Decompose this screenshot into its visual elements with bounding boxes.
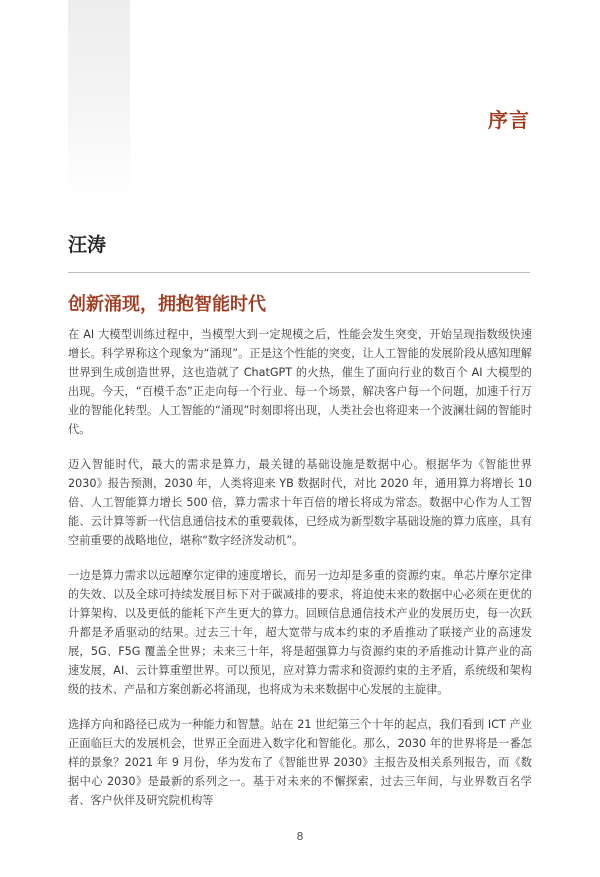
paragraph: 选择方向和路径已成为一种能力和智慧。站在 21 世纪第三个十年的起点，我们看到 ICT 产业正面临巨大的发展机会，世界正全面进入数字化和智能化。那么，2030 年的世界将是一番怎样的景象？2021 年 9 月份，华为发布了《智能世界 2030》主报告及相关系列报告，而《数据中心 2030》是最新的系列之一。基于对未来的不懈探索，过去三年间，与业界数百名学者、客户伙伴及研究院机构等 bbox=[68, 718, 532, 807]
paragraph: 在 AI 大模型训练过程中，当模型大到一定规模之后，性能会发生突变，开始呈现指数级快速增长。科学界称这个现象为“涌现”。正是这个性能的突变，让人工智能的发展阶段从感知理解世界到生成创造世界，这也造就了 ChatGPT 的火热，催生了面向行业的数百个 AI 大模型的出现。今天，“百模千态”正走向每一个行业、每一个场景，解决客户每一个问题，加速千行万业的智能化转型。人工智能的“涌现”时刻即将出现，人类社会也将迎来一个波澜壮阔的智能时代。 bbox=[68, 328, 532, 436]
preface-title: 序言 bbox=[488, 108, 530, 132]
paragraph: 迈入智能时代，最大的需求是算力，最关键的基础设施是数据中心。根据华为《智能世界 2030》报告预测，2030 年，人类将迎来 YB 数据时代，对比 2020 年，通用算力将增长 10 倍、人工智能算力增长 500 倍，算力需求十年百倍的增长将成为常态。数据中心作为人工智能、云计算等新一代信息通信技术的重要载体，已经成为新型数字基础设施的算力底座，具有空前重要的战略地位，堪称“数字经济发动机”。 bbox=[68, 458, 532, 547]
decorative-gradient-bar bbox=[68, 0, 130, 200]
body-text bbox=[68, 325, 532, 826]
page-number: 8 bbox=[296, 830, 304, 843]
section-title: 创新涌现，拥抱智能时代 bbox=[68, 294, 266, 315]
author-name: 汪涛 bbox=[68, 234, 107, 256]
paragraph: 一边是算力需求以远超摩尔定律的速度增长，而另一边却是多重的资源约束。单芯片摩尔定律的失效、以及全球可持续发展目标下对于碳减排的要求，将迫使未来的数据中心必须在更优的计算架构、以及更低的能耗下产生更大的算力。回顾信息通信技术产业的发展历史，每一次跃升都是矛盾驱动的结果。过去三十年，超大宽带与成本约束的矛盾推动了联接产业的高速发展，5G、F5G 覆盖全世界；未来三十年，将是超强算力与资源约束的矛盾推动计算产业的高速发展，AI、云计算重塑世界。可以预见，应对算力需求和资源约束的主矛盾，系统级和架构级的技术、产品和方案创新必将涌现，也将成为未来数据中心发展的主旋律。 bbox=[68, 569, 532, 696]
divider bbox=[68, 272, 530, 273]
